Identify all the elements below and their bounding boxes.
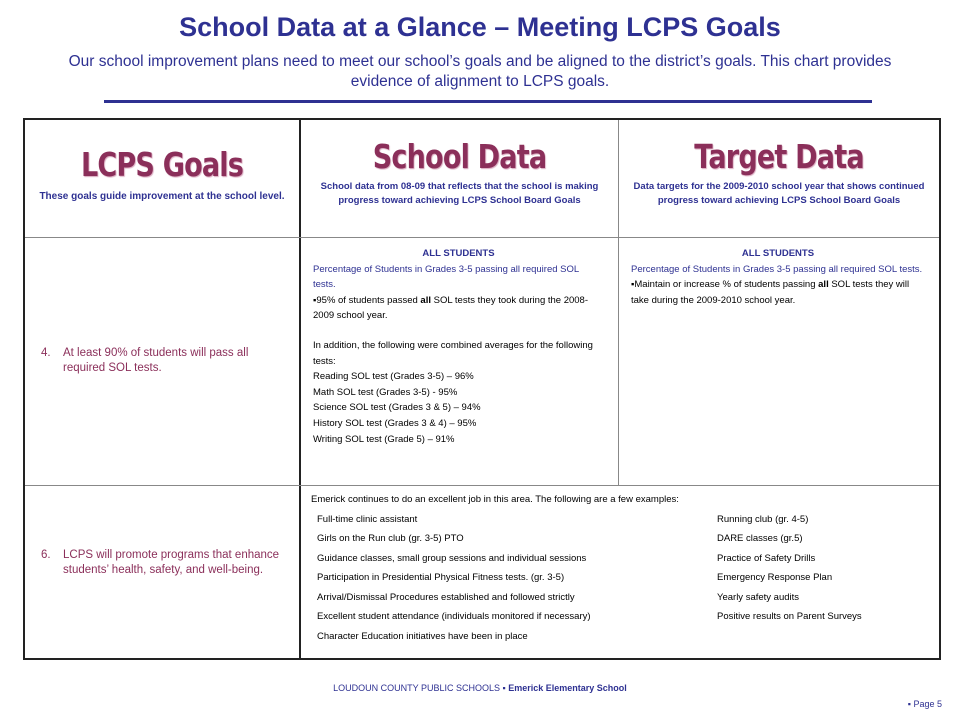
page-number: ▪ Page 5: [907, 699, 942, 709]
examples-cell: [301, 486, 939, 658]
header-subtitle: Data targets for the 2009-2010 school year that shows continued progress toward achieving LCPS School Board Goals: [633, 181, 925, 206]
page-title: School Data at a Glance – Meeting LCPS Goals: [179, 12, 781, 42]
goals-table: [23, 118, 941, 660]
goal-text: LCPS will promote programs that enhance students’ health, safety, and well-being.: [63, 549, 280, 576]
list-item: Guidance classes, small group sessions and individual sessions Practice of Safety Drills: [317, 552, 816, 564]
goal-cell: [25, 238, 301, 485]
test-result: Science SOL test (Grades 3 & 5) – 94%: [313, 402, 481, 414]
title-rule: [104, 100, 872, 103]
goal-text: At least 90% of students will pass all required SOL tests.: [63, 347, 249, 374]
test-result: Reading SOL test (Grades 3-5) – 96%: [313, 371, 474, 383]
additional-note: In addition, the following were combined averages for the following tests:: [313, 339, 593, 367]
goal-number: 6.: [41, 549, 51, 561]
table-row: [25, 238, 939, 486]
target-data-cell: [619, 238, 939, 485]
list-item: Participation in Presidential Physical Fitness tests. (gr. 3-5) Emergency Response Plan: [317, 572, 833, 583]
school-data-cell: [301, 238, 619, 485]
list-item: Full-time clinic assistant Running club (gr. 4-5): [317, 513, 809, 525]
goal-number: 4.: [41, 347, 51, 359]
header-title: LCPS Goals: [80, 145, 244, 184]
table-row: [25, 486, 939, 658]
header-lcps-goals: [25, 120, 301, 237]
footer-school: Emerick Elementary School: [508, 683, 627, 693]
header-school-data: [301, 120, 619, 237]
header-subtitle: School data from 08-09 that reflects that the school is making progress toward achieving LCPS School Board Goals: [320, 181, 599, 206]
list-item: Arrival/Dismissal Procedures established and followed strictly Yearly safety audits: [317, 591, 800, 603]
list-item: Excellent student attendance (individuals monitored if necessary) Positive results on Parent Surveys: [317, 611, 862, 622]
measure-description: Percentage of Students in Grades 3-5 passing all required SOL tests.: [631, 263, 923, 275]
goal-cell: [25, 486, 301, 658]
header-subtitle: These goals guide improvement at the school level.: [39, 191, 285, 202]
header-title: School Data: [372, 137, 547, 176]
header-title: Target Data: [694, 137, 864, 176]
header-target-data: [619, 120, 939, 237]
group-heading: ALL STUDENTS: [422, 248, 495, 259]
examples-intro: Emerick continues to do an excellent job in this area. The following are a few examples:: [311, 494, 679, 505]
group-heading: ALL STUDENTS: [741, 248, 815, 259]
target-bullet: ▪Maintain or increase % of students passing all SOL tests they will take during the 2009-2010 school year.: [631, 279, 910, 306]
page-subtitle: Our school improvement plans need to meet our school’s goals and be aligned to the district’s goals. This chart provides evidence of alignment to LCPS goals.: [68, 53, 892, 90]
measure-description: Percentage of Students in Grades 3-5 passing all required SOL tests.: [313, 263, 579, 291]
test-result: Math SOL test (Grades 3-5) - 95%: [313, 386, 458, 398]
list-item: Character Education initiatives have been in place: [317, 630, 528, 642]
result-bullet: ▪95% of students passed all SOL tests they took during the 2008-2009 school year.: [313, 294, 589, 322]
list-item: Girls on the Run club (gr. 3-5) PTO DARE classes (gr.5): [317, 533, 803, 544]
table-header-row: [25, 120, 939, 238]
footer-org: LOUDOUN COUNTY PUBLIC SCHOOLS: [333, 683, 501, 693]
footer: LOUDOUN COUNTY PUBLIC SCHOOLS ▪ Emerick Elementary School: [333, 683, 627, 693]
test-result: History SOL test (Grades 3 & 4) – 95%: [313, 417, 477, 429]
test-result: Writing SOL test (Grade 5) – 91%: [313, 433, 455, 445]
